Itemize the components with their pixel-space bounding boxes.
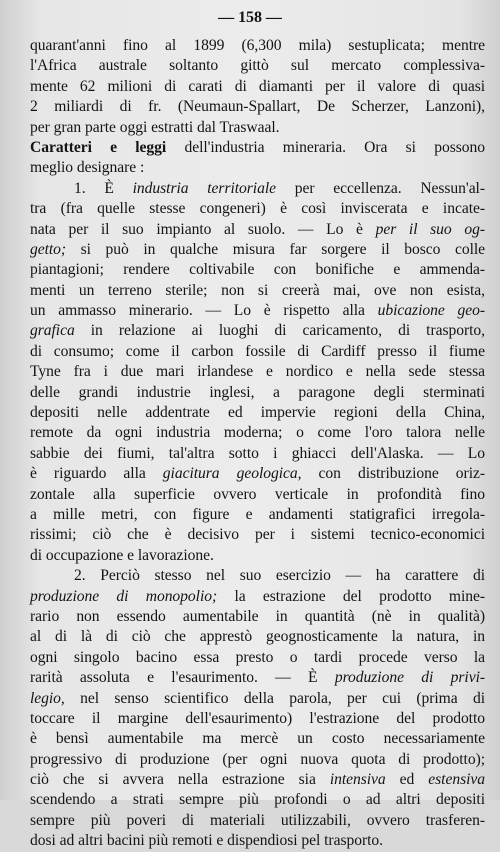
text-line [30,709,485,729]
text-line [30,97,485,117]
text-line [30,444,485,464]
text-line [30,240,485,260]
text-segment: rarità assoluta e l'esaurimento. — È [30,669,335,687]
text-segment: progressivo di produzione (per ogni nuova quota di prodotto); [30,750,485,768]
text-line [30,138,485,158]
italic-text: industria territoriale [132,179,276,197]
text-segment: Tyne fra i due mari irlandese e nordico e nella sede stessa [30,363,485,381]
text-line [30,158,485,178]
text-line [30,281,485,301]
text-line [30,179,485,199]
text-segment: in relazione ai luoghi di caricamento, di trasporto, [74,322,485,340]
text-line [30,383,485,403]
italic-text: estensiva [428,771,485,789]
bold-heading-text: Caratteri e leggi [30,138,167,156]
text-segment: nata per il suo impianto al suolo. — Lo è [30,220,376,238]
italic-text: giacitura geologica, [162,465,302,483]
text-segment: la estrazione del prodotto mine- [217,587,485,605]
italic-text: intensiva [329,771,386,789]
text-segment: nel senso scientifico della parola, per cui (prima di [64,689,485,707]
text-line [30,546,485,566]
text-segment: è bensì aumentabile ma mercè un costo necessariamente [30,730,485,748]
text-line [30,362,485,382]
text-line [30,342,485,362]
text-line [30,525,485,545]
text-line [30,260,485,280]
text-segment: menti un terreno sterile; non si creerà mai, ove non esista, [30,281,485,299]
text-segment: piantagioni; rendere coltivabile con bonifiche e ammenda- [30,261,485,279]
text-line [30,301,485,321]
text-segment: toccare il margine dell'esaurimento) l'estrazione del prodotto [30,709,485,727]
text-line [30,668,485,688]
text-segment: 2. Perciò stesso nel suo esercizio — ha carattere di [74,567,485,585]
text-segment: meglio designare : [30,159,145,177]
italic-text: produzione di privi- [334,669,485,687]
text-line [30,729,485,749]
italic-text: ubicazione geo- [377,302,485,320]
text-segment: a mille metri, con figure e andamenti statigrafici irregola- [30,505,485,523]
text-line [30,403,485,423]
text-line [30,587,485,607]
text-line [30,831,485,851]
text-segment: si può in qualche misura far sorgere il bosco colle [66,240,485,258]
text-segment: sempre più poveri di materiali utilizzabili, ovvero trasferen- [30,811,485,829]
text-segment: quarant'anni fino al 1899 (6,300 mila) sestuplicata; mentre [30,37,485,54]
page-number: — 158 — [218,9,282,26]
italic-text: legio, [30,689,65,707]
text-segment: l'Africa australe soltanto gittò sul mercato complessiva- [30,57,485,75]
italic-text: grafica [30,322,75,340]
text-line [30,56,485,76]
text-line [30,36,485,56]
text-segment: di occupazione e lavorazione. [30,546,214,564]
text-segment: ciò che si avvera nella estrazione sia [30,771,330,789]
text-line [30,566,485,586]
text-segment: dosi ad altri bacini più remoti e dispendiosi pel trasporto. [30,832,383,850]
text-line [30,77,485,97]
text-line [30,220,485,240]
text-segment: di consumo; come il carbon fossile di Cardiff presso il fiume [30,342,485,360]
text-segment: al di là di ciò che apprestò geognosticamente la natura, in [30,628,485,646]
text-segment: depositi nelle addentrate ed impervie regioni della China, [30,404,485,422]
text-segment: rario non essendo aumentabile in quantità (nè in qualità) [30,607,485,625]
text-line [30,199,485,219]
text-segment: ed [385,771,429,789]
text-segment: ogni singolo bacino essa presto o tardi procede verso la [30,648,485,666]
text-line [30,118,485,138]
text-line [30,790,485,810]
text-line [30,464,485,484]
text-segment: zontale alla superficie ovvero verticale in profondità fino [30,485,485,503]
text-line [30,770,485,790]
text-segment: per eccellenza. Nessun'al- [275,179,485,197]
text-line [30,750,485,770]
text-segment: tra (fra quelle stesse congeneri) è così inviscerata e incate- [30,200,485,218]
italic-text: per il suo og- [375,220,485,238]
text-segment: scendendo a strati sempre più profondi o ad altri depositi [30,791,485,809]
italic-text: getto; [30,240,67,258]
italic-text: produzione di monopolio; [30,587,218,605]
text-segment: è riguardo alla [30,465,163,483]
text-segment: sabbie dei fiumi, tal'altra sotto i ghiacci dell'Alaska. — Lo [30,444,485,462]
text-line [30,627,485,647]
text-line [30,423,485,443]
text-line [30,689,485,709]
text-segment: per gran parte oggi estratti dal Traswaal. [30,118,280,136]
text-segment: rissimi; ciò che è decisivo per i sistemi tecnico-economici [30,526,485,544]
text-line [30,648,485,668]
text-segment: remote da ogni industria moderna; o come l'oro talora nelle [30,424,485,442]
text-segment: delle grandi industrie inglesi, a paragone degli sterminati [30,383,485,401]
text-line [30,607,485,627]
text-segment: con distribuzione oriz- [301,465,485,483]
text-segment: mente 62 milioni di carati di diamanti per il valore di quasi [30,77,485,95]
text-segment: un ammasso minerario. — Lo è rispetto alla [30,302,378,320]
body-text [30,36,485,852]
text-line [30,321,485,341]
text-segment: 1. È [74,179,133,197]
text-line [30,811,485,831]
text-line [30,505,485,525]
text-segment: 2 miliardi di fr. (Neumaun-Spallart, De Scherzer, Lanzoni), [30,98,485,116]
text-line [30,485,485,505]
text-segment: dell'industria mineraria. Ora si possono [166,138,485,156]
